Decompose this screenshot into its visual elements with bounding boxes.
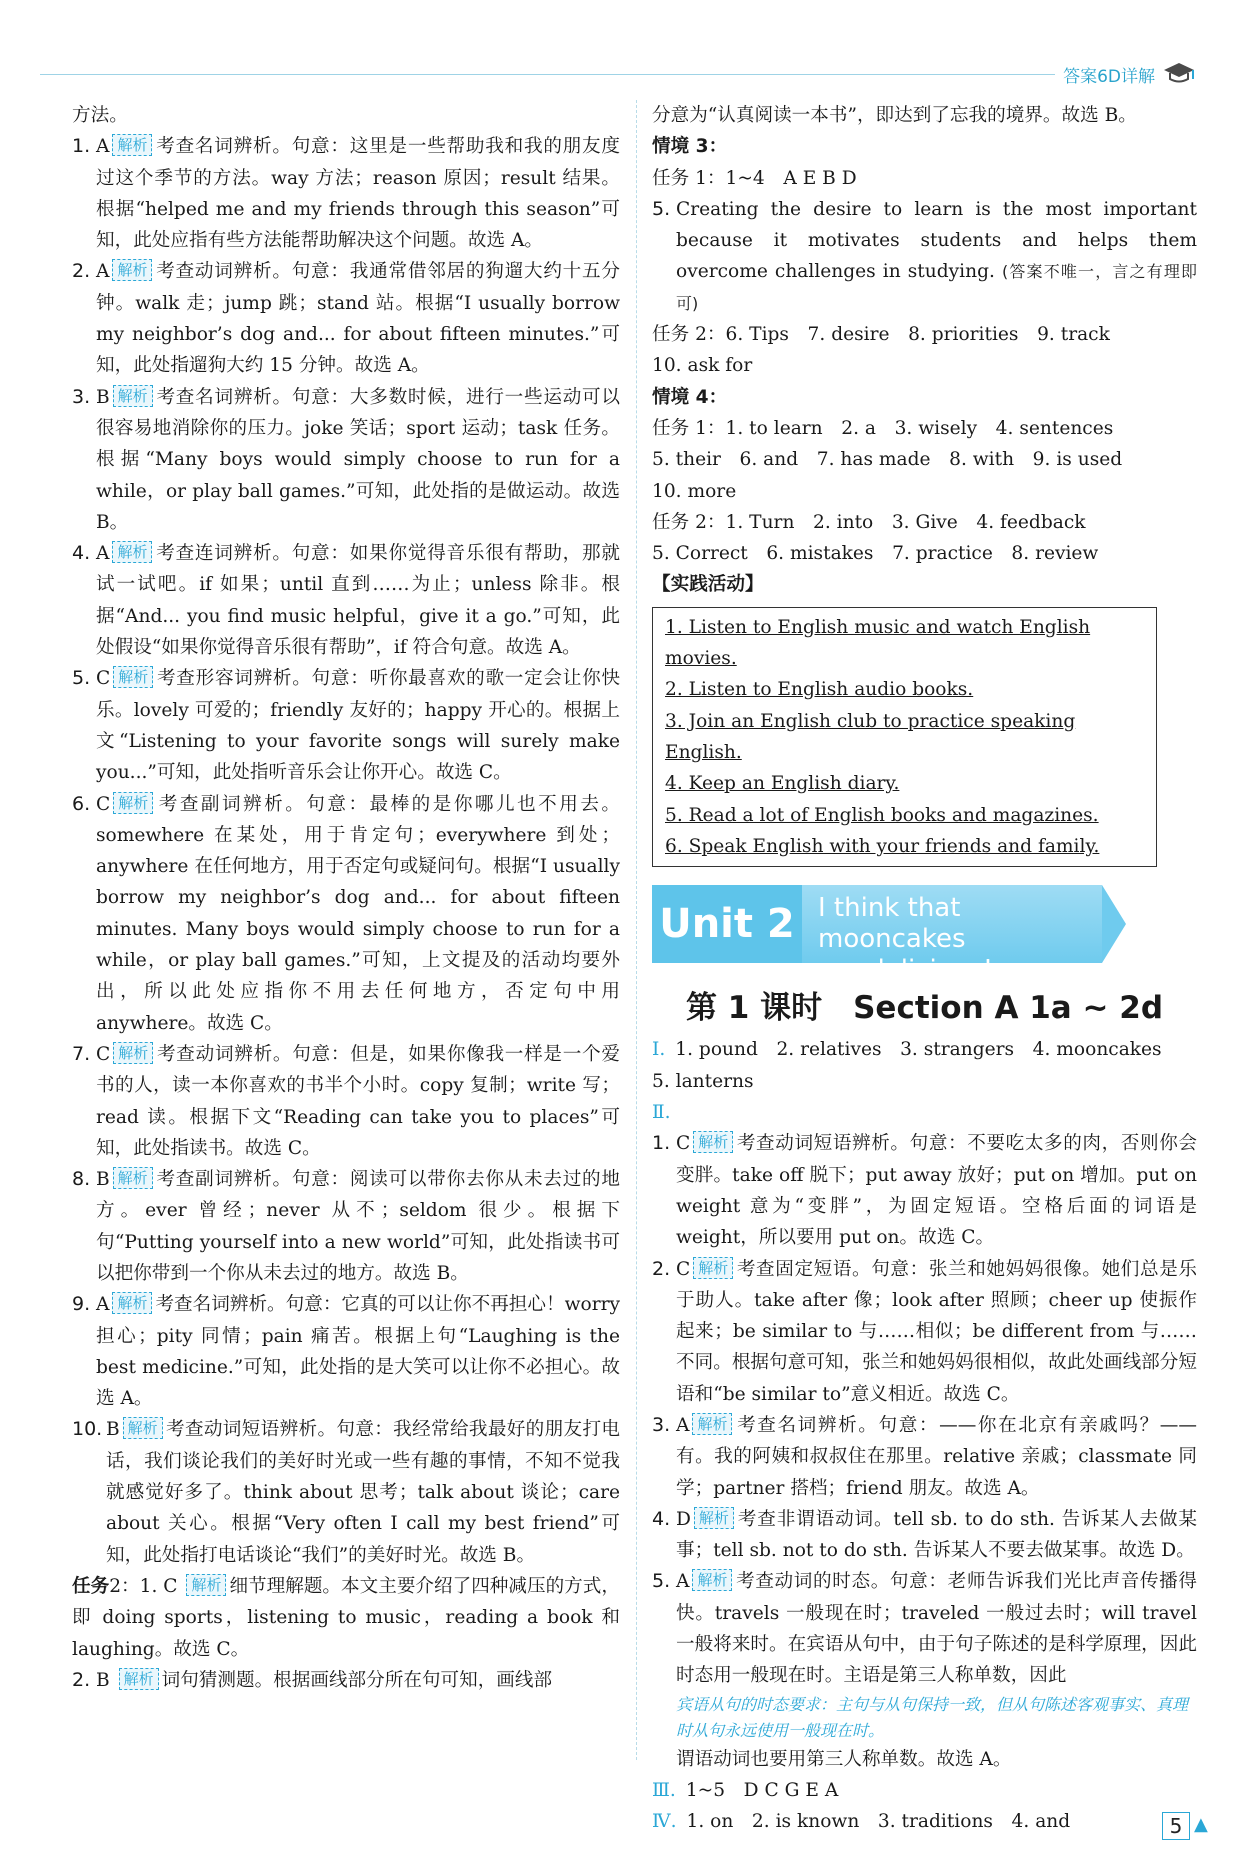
task2-item-2	[72, 1665, 620, 1696]
roman-numeral: Ⅳ.	[652, 1811, 677, 1833]
answer-item	[72, 131, 620, 256]
item-answer: C	[676, 1258, 691, 1280]
item-explanation: 考查动词辨析。句意：但是，如果你像我一样是一个爱书的人，读一本你喜欢的书半个小时。copy 复制；write 写；read 读。根据下文“Reading can take you to places”可知，此处指读书。故选 C。	[96, 1043, 620, 1159]
item-answer: A	[96, 1294, 110, 1316]
analysis-tag: 解析	[113, 1042, 153, 1064]
item-explanation: 考查形容词辨析。句意：听你最喜欢的歌一定会让你快乐。lovely 可爱的；friendly 友好的；happy 开心的。根据上文“Listening to your favorite songs will surely make you...”可知，此处指听音乐会让你开心。故选 C。	[96, 668, 620, 784]
unit-title-line-1: I think that mooncakes	[818, 893, 966, 955]
item-number: 4.	[72, 542, 91, 565]
analysis-tag: 解析	[693, 1257, 733, 1279]
page-number: 5	[1162, 1812, 1190, 1840]
answer-item	[652, 1504, 1197, 1567]
lesson-title: 第 1 课时 Section A 1a ~ 2d	[685, 990, 1164, 1027]
item-explanation: 考查副词辨析。句意：最棒的是你哪儿也不用去。somewhere 在某处，用于肯定句；everywhere 到处；anywhere 在任何地方，用于否定句或疑问句。根据“I usually borrow my neighbor’s dog and... for about fifteen minutes. Many boys would simply choose to run for a while，or play ball games.”可知，上文提及的活动均要外出，所以此处应指你不用去任何地方，否定句中用 anywhere。故选 C。	[96, 793, 620, 1034]
task2-label: 任务	[72, 1575, 110, 1597]
item-number: 5.	[652, 1570, 671, 1593]
analysis-tag: 解析	[113, 385, 153, 407]
left-column	[72, 100, 620, 1696]
item-explanation: 考查副词辨析。句意：阅读可以带你去你从未去过的地方。ever 曾经；never 从不；seldom 很少。根据下句“Putting yourself into a new world”可知，此处指读书可以把你带到一个你从未去过的地方。故选 B。	[96, 1169, 620, 1284]
analysis-tag: 解析	[692, 1569, 732, 1591]
roman-numeral: Ⅰ.	[652, 1039, 666, 1061]
practice-heading: 【实践活动】	[652, 574, 764, 596]
practice-item: 2. Listen to English audio books.	[665, 679, 974, 701]
item-number: 3.	[72, 385, 91, 408]
item-number: 2.	[72, 1668, 91, 1691]
scene-3-heading: 情境 3：	[652, 136, 728, 158]
item-answer: B	[96, 386, 110, 408]
analysis-tag: 解析	[123, 1417, 163, 1439]
section-3-answers: 1~5 D C G E A	[685, 1779, 839, 1801]
item-answer: D	[676, 1508, 691, 1530]
item-note: (答案不唯一，言之有理即可)	[676, 262, 1197, 313]
item-answer: A	[96, 136, 110, 158]
item-explanation: 考查连词辨析。句意：如果你觉得音乐很有帮助，那就试一试吧。if 如果；until 直到……为止；unless 除非。根据“And... you find music helpful，give it a go.”可知，此处假设“如果你觉得音乐很有帮助”，if 符合句意。故选 A。	[96, 543, 620, 659]
item-explanation: 考查动词短语辨析。句意：不要吃太多的肉，否则你会变胖。take off 脱下；put away 放好；put on 增加。put on weight 意为“变胖”，为固定短语。空格后面的词语是 weight，所以要用 put on。故选 C。	[676, 1133, 1197, 1249]
analysis-tag: 解析	[113, 666, 153, 688]
answer-item	[72, 256, 620, 381]
roman-numeral: Ⅱ.	[652, 1102, 671, 1124]
analysis-tag: 解析	[113, 1167, 153, 1189]
task2-answer: 2：1. C	[109, 1575, 178, 1597]
item-number: 5.	[72, 667, 91, 690]
column-divider	[636, 100, 637, 1760]
right-column	[652, 100, 1197, 1838]
scene-4-task-1-line-2: 5. their 6. and 7. has made 8. with 9. is used	[652, 449, 1123, 471]
item-number: 6.	[72, 792, 91, 815]
item-number: 3.	[652, 1413, 671, 1436]
right-continuation: 分意为“认真阅读一本书”，即达到了忘我的境界。故选 B。	[652, 105, 1137, 126]
analysis-tag: 解析	[112, 259, 152, 281]
item-number: 2.	[652, 1257, 671, 1280]
item-explanation: 考查名词辨析。句意：这里是一些帮助我和我的朋友度过这个季节的方法。way 方法；reason 原因；result 结果。根据“helped me and my friends through this season”可知，此处应指有些方法能帮助解决这个问题。故选 A。	[96, 136, 620, 252]
answer-item	[72, 789, 620, 1039]
scene-4-task-2-line-1: 任务 2：1. Turn 2. into 3. Give 4. feedback	[652, 511, 1086, 533]
unit-title	[802, 885, 1102, 986]
answer-item	[72, 1039, 620, 1164]
analysis-tag: 解析	[112, 1292, 152, 1314]
arrow-up-icon: ▲	[1194, 1814, 1208, 1835]
section-1-answers: 1. pound 2. relatives 3. strangers 4. mooncakes	[675, 1039, 1162, 1061]
item-text: Creating the desire to learn is the most important because it motivates students and helps them overcome challenges in studying.	[676, 198, 1197, 283]
item-number: 7.	[72, 1042, 91, 1065]
item-explanation: 考查名词辨析。句意：它真的可以让你不再担心！worry 担心；pity 同情；pain 痛苦。根据上句“Laughing is the best medicine.”可知，此处指的是大笑可以让你不必担心。故选 A。	[96, 1294, 620, 1410]
item-answer: A	[96, 261, 110, 283]
section-4-answers: 1. on 2. is known 3. traditions 4. and	[686, 1811, 1071, 1833]
practice-item: 6. Speak English with your friends and family.	[665, 835, 1100, 857]
section-4	[652, 1806, 1197, 1837]
unit-banner	[652, 885, 1197, 985]
item-answer: C	[96, 668, 111, 690]
roman-numeral: Ⅲ.	[652, 1779, 676, 1801]
practice-item: 4. Keep an English diary.	[665, 773, 900, 795]
scene-4-task-1-line-3: 10. more	[652, 480, 737, 502]
item-number: 1.	[72, 135, 91, 158]
banner-arrow-icon	[1102, 885, 1126, 963]
item-answer: C	[96, 1043, 111, 1065]
section-2-tail: 谓语动词也要用第三人称单数。故选 A。	[676, 1748, 1012, 1770]
header-rule	[40, 74, 1100, 75]
graduation-cap-icon	[1162, 60, 1196, 86]
analysis-tag: 解析	[113, 792, 153, 814]
answer-item	[652, 1254, 1197, 1410]
task2-explanation: 细节理解题。本文主要介绍了四种减压的方式，即 doing sports，listening to music，reading a book 和 laughing。故选 C。	[72, 1575, 620, 1660]
answer-item	[72, 1289, 620, 1414]
left-answer-list	[72, 131, 620, 1571]
item-number: 5.	[652, 197, 671, 220]
item-answer: A	[676, 1414, 690, 1436]
answer-item	[72, 1414, 620, 1570]
item-answer: B	[96, 1169, 110, 1191]
page-header	[40, 60, 1210, 90]
unit-label: Unit 2	[652, 885, 802, 963]
item-answer: A	[676, 1571, 690, 1593]
section-2	[652, 1097, 1197, 1692]
item-number: 2.	[72, 260, 91, 283]
item-explanation: 考查名词辨析。句意：——你在北京有亲戚吗？——有。我的阿姨和叔叔住在那里。relative 亲戚；classmate 同学；partner 搭档；friend 朋友。故选 A。	[676, 1414, 1197, 1499]
analysis-tag: 解析	[692, 1413, 732, 1435]
item-answer: B	[106, 1419, 120, 1441]
answer-item	[72, 1164, 620, 1289]
section-3	[652, 1775, 1197, 1806]
answer-item	[652, 1128, 1197, 1253]
scene-4-task-1-line-1: 任务 1：1. to learn 2. a 3. wisely 4. sentences	[652, 417, 1114, 439]
item-explanation: 考查动词辨析。句意：我通常借邻居的狗遛大约十五分钟。walk 走；jump 跳；stand 站。根据“I usually borrow my neighbor’s dog and... for about fifteen minutes.”可知，此处指遛狗大约 15 分钟。故选 A。	[96, 261, 620, 377]
unit-title-line-2: are delicious!	[818, 955, 994, 986]
analysis-tag: 解析	[112, 541, 152, 563]
answer-item	[72, 538, 620, 663]
item-number: 8.	[72, 1168, 91, 1191]
practice-item: 1. Listen to English music and watch English movies.	[665, 616, 1091, 670]
analysis-tag: 解析	[186, 1574, 226, 1596]
scene-3-task-2: 任务 2：6. Tips 7. desire 8. priorities 9. track	[652, 324, 1110, 346]
item-explanation: 考查名词辨析。句意：大多数时候，进行一些运动可以很容易地消除你的压力。joke 笑话；sport 运动；task 任务。根据“Many boys would simply choose to run for a while，or play ball games.”可知，此处指的是做运动。故选 B。	[96, 386, 620, 533]
item-number: 1.	[652, 1132, 671, 1155]
answer-item	[652, 1410, 1197, 1504]
analysis-tag: 解析	[119, 1668, 159, 1690]
analysis-tag: 解析	[693, 1131, 733, 1153]
handwritten-note: 宾语从句的时态要求：主句与从句保持一致，但从句陈述客观事实、真理时从句永远使用一般现在时。	[676, 1694, 1189, 1740]
section-1-line-2: 5. lanterns	[652, 1070, 754, 1092]
item-number: 4.	[652, 1507, 671, 1530]
item-explanation: 考查固定短语。句意：张兰和她妈妈很像。她们总是乐于助人。take after 像；look after 照顾；cheer up 使振作起来；be similar to 与……相似；be different from 与……不同。根据句意可知，张兰和她妈妈很相似，故此处画线部分短语和“be similar to”意义相近。故选 C。	[676, 1258, 1197, 1405]
scene-4-task-2-line-2: 5. Correct 6. mistakes 7. practice 8. review	[652, 543, 1099, 565]
answer-item	[72, 382, 620, 538]
header-label: 答案6D详解	[1055, 62, 1155, 87]
analysis-tag: 解析	[694, 1507, 734, 1529]
item-answer: C	[676, 1133, 691, 1155]
item-explanation: 词句猜测题。根据画线部分所在句可知，画线部	[161, 1669, 553, 1691]
item-number: 9.	[72, 1293, 91, 1316]
section-1-line-1	[652, 1034, 1197, 1065]
scene-4-heading: 情境 4：	[652, 386, 728, 408]
item-number: 10.	[72, 1418, 103, 1441]
analysis-tag: 解析	[112, 134, 152, 156]
scene-3-task-2-10: 10. ask for	[652, 355, 753, 377]
practice-box	[652, 607, 1157, 867]
item-explanation: 考查动词的时态。句意：老师告诉我们光比声音传播得快。travels 一般现在时；traveled 一般过去时；will travel 一般将来时。在宾语从句中，由于句子陈述的是科学原理，因此时态用一般现在时。主语是第三人称单数，因此	[676, 1571, 1197, 1687]
item-explanation: 考查动词短语辨析。句意：我经常给我最好的朋友打电话，我们谈论我们的美好时光或一些有趣的事情，不知不觉我就感觉好多了。think about 思考；talk about 谈论；care about 关心。根据“Very often I call my best friend”可知，此处指打电话谈论“我们”的美好时光。故选 B。	[106, 1419, 620, 1566]
answer-item	[72, 663, 620, 788]
scene-3-item-5	[652, 194, 1197, 319]
practice-item: 5. Read a lot of English books and magazines.	[665, 804, 1099, 826]
left-intro: 方法。	[72, 105, 128, 126]
item-answer: A	[96, 543, 110, 565]
item-answer: B	[96, 1669, 110, 1691]
task2-block	[72, 1571, 620, 1665]
item-answer: C	[96, 793, 111, 815]
answer-item	[652, 1566, 1197, 1691]
scene-3-task-1: 任务 1：1~4 A E B D	[652, 167, 857, 189]
item-explanation: 考查非谓语动词。tell sb. to do sth. 告诉某人去做某事；tell sb. not to do sth. 告诉某人不要去做某事。故选 D。	[676, 1508, 1197, 1562]
practice-item: 3. Join an English club to practice speaking English.	[665, 710, 1076, 763]
section-2-list	[652, 1128, 1197, 1691]
